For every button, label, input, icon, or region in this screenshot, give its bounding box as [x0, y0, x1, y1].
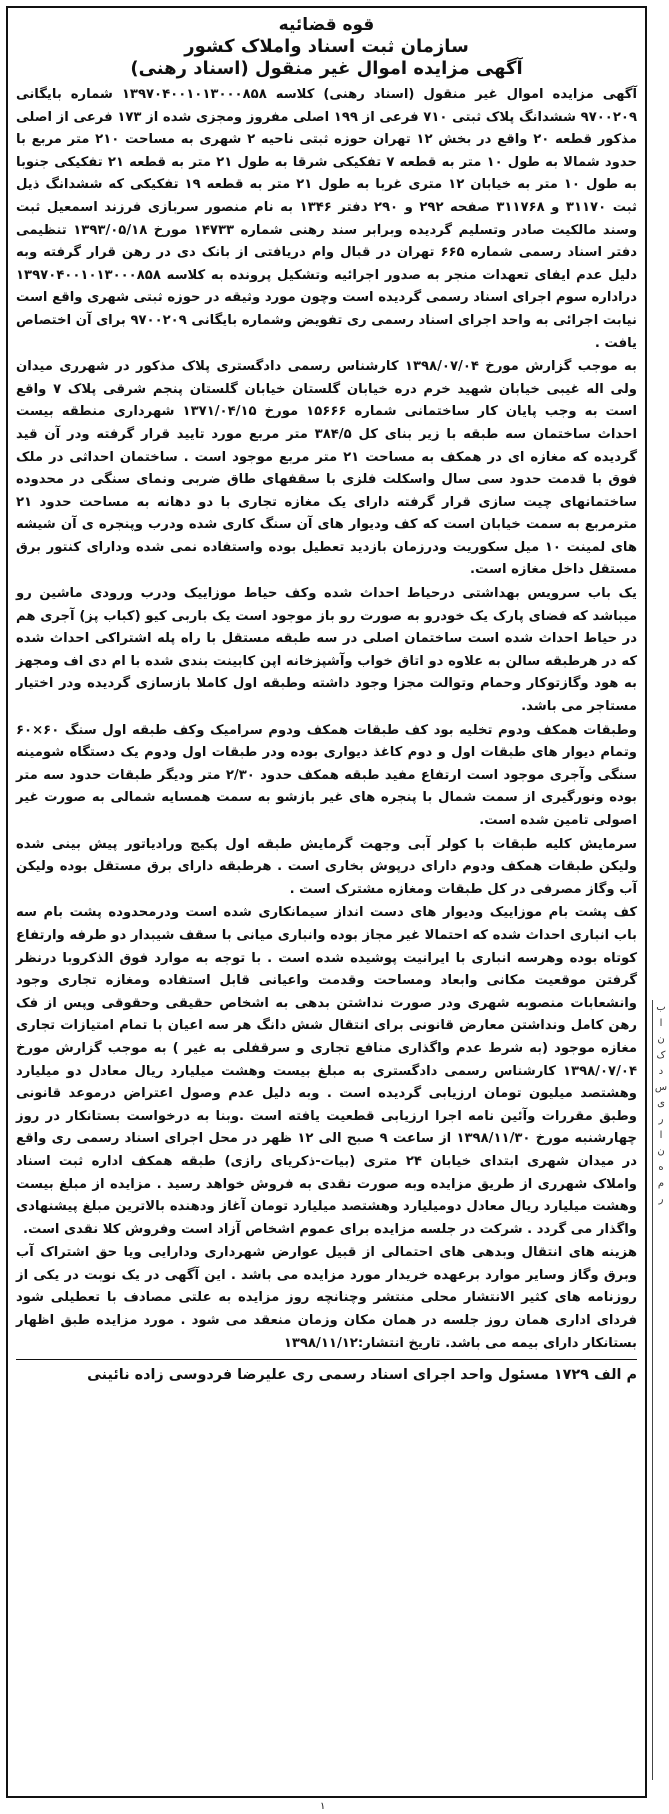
side-char: ن	[657, 1034, 665, 1045]
notice-title: آگهی مزایده اموال غیر منقول (اسناد رهنی)	[130, 58, 523, 79]
side-char: ر	[658, 1114, 664, 1125]
side-char: ک	[656, 1050, 666, 1061]
paragraph: هزینه های انتقال وبدهی های احتمالی از قبیل عوارض شهرداری ودارایی ویا حق اشتراک آب وبرق وگاز وسایر موارد برعهده خریدار مورد مزایده می باشد . این آگهی در یک نوبت در یکی از روزنامه های کثیر الانتشار محلی منتشر وچنانچه روز مزایده به علتی مصادف با تعطیلی شود فردای اداری همان روز جلسه در همان مکان وزمان منعقد می شود . مورد مزایده طبق اظهار بستانکار دارای بیمه می باشد. تاریخ انتشار:۱۳۹۸/۱۱/۱۲	[16, 1245, 637, 1351]
org-name: قوه قضائیه	[278, 15, 375, 35]
office-name: سازمان ثبت اسناد واملاک کشور	[184, 36, 469, 57]
side-char: م	[657, 1178, 665, 1189]
signature-line: م الف ۱۷۲۹ مسئول واحد اجرای اسناد رسمی ری علیرضا فردوسی زاده نائینی	[16, 1359, 637, 1388]
side-char: ا	[659, 1018, 663, 1029]
side-char: ب	[656, 1002, 666, 1013]
paragraph: آگهی مزایده اموال غیر منقول (اسناد رهنی) کلاسه ۱۳۹۷۰۴۰۰۱۰۱۳۰۰۰۸۵۸ شماره بایگانی ۹۷۰۰۲۰۹ ششدانگ پلاک ثبتی ۷۱۰ فرعی از ۱۹۹ اصلی مفروز ومجزی شده از ۱۷۳ فرعی از اصلی مذکور قطعه ۲۰ واقع در بخش ۱۲ تهران حوزه ثبتی ناحیه ۲ شهری به مساحت ۲۱۰ متر مربع با حدود شمالا به طول ۱۰ متر به قطعه ۷ تفکیکی شرقا به طول ۲۱ متر به قطعه ۲۱ تفکیکی جنوبا به طول ۱۰ متر به خیابان ۱۲ متری غربا به طول ۲۱ متر به قطعه ۱۹ تفکیکی که ششدانگ ذیل ثبت ۳۱۱۷۰ و ۳۱۱۷۶۸ صفحه ۲۹۲ و ۲۹۰ دفتر ۱۳۴۶ به نام منصور سربازی فرزند اسمعیل ثبت وسند مالکیت صادر وتسلیم گردیده وبرابر سند رهنی شماره ۱۴۷۳۳ مورخ ۱۳۹۳/۰۵/۱۸ تنظیمی دفتر اسناد رسمی شماره ۶۶۵ تهران در قبال وام دریافتی از بانک دی در رهن قرار گرفته وبه دلیل عدم ایفای تعهدات منجر به صدور اجرائیه وتشکیل پرونده به کلاسه ۱۳۹۷۰۴۰۰۱۰۱۳۰۰۰۸۵۸ دراداره سوم اجرای اسناد رسمی گردیده است وچون مورد وثیقه در حوزه ثبتی شهری واقع است نیابت اجرائی به واحد اجرای اسناد رسمی ری تفویض وشماره بایگانی ۹۷۰۰۲۰۹ برای آن اختصاص یافت .	[16, 87, 638, 351]
page-number: ۱	[320, 1801, 326, 1812]
side-char: س	[654, 1082, 668, 1093]
paragraph: وطبقات همکف ودوم تخلیه بود کف طبقات همکف ودوم سرامیک وکف طبقه اول سنگ ۶۰×۶۰ وتمام دیوار های طبقات اول و دوم کاغذ دیواری بوده ودر طبقات اول ودوم یک دستگاه شومینه سنگی وآجری موجود است ارتفاع مفید طبقه همکف حدود ۲/۳۰ متر ودیگر طبقات حدود سه متر بوده ونورگیری از سمت شمال با پنجره های غیر بازشو به سمت همسایه شمالی به صورت غیر اصولی تامین شده است.	[16, 722, 637, 828]
side-char: د	[658, 1066, 664, 1077]
adjacent-column-edge	[652, 1000, 669, 1780]
side-char: ا	[659, 1130, 663, 1141]
paragraph: کف پشت بام موزاییک ودیوار های دست انداز سیمانکاری شده است ودرمحدوده پشت بام سه باب انباری احداث شده که احتمالا غیر مجاز بوده وانباری میانی با سقف شیبدار دو طرفه وارتفاع کوتاه بوده وهرسه انباری با ایرانیت پوشیده شده است . با توجه به موارد فوق الذکروبا درنظر گرفتن موقعیت مکانی وابعاد ومساحت وقدمت واعیانی قابل استفاده ومغازه تجاری وجود وانشعابات منصوبه شهری ودر صورت نداشتن بدهی به اشخاص حقیقی وحقوقی وپس از فک رهن کامل ونداشتن معارض قانونی برای انتقال شش دانگ هر سه اعیان با تمام امتیازات تجاری مغازه موجود (به شرط عدم واگذاری منافع تجاری و سرقفلی به غیر ) به موجب گزارش مورخ ۱۳۹۸/۰۷/۰۴ کارشناس رسمی دادگستری به مبلغ بیست وهشت میلیارد ریال معادل دو میلیارد وهشتصد میلیون تومان ارزیابی گردیده است . وبه دلیل عدم وصول اعتراض درموعد قانونی وطبق مقررات وآئین نامه اجرا ارزیابی قطعیت یافته است .وبنا به درخواست بستانکار در روز چهارشنبه مورخ ۱۳۹۸/۱۱/۳۰ از ساعت ۹ صبح الی ۱۲ ظهر در محل اجرای اسناد رسمی ری واقع در میدان شهری ابتدای خیابان ۲۴ متری (بیات-ذکریای رازی) طبقه همکف اداره ثبت اسناد واملاک شهرری از طریق مزایده وبه صورت نقدی به فروش خواهد رسید . مزایده از مبلغ بیست وهشت میلیارد ریال معادل دومیلیارد وهشتصد میلیارد تومان آغاز ودهنده بالاترین مبلغ پیشنهادی واگذار می گردد . شرکت در جلسه مزایده برای عموم اشخاص آزاد است وفروش کلا نقدی است.	[16, 905, 637, 1237]
notice-header	[16, 14, 637, 80]
side-char: ه	[658, 1162, 664, 1173]
notice-frame	[6, 6, 647, 1798]
side-char: ن	[657, 1146, 665, 1157]
paragraph: یک باب سرویس بهداشتی درحیاط احداث شده وکف حیاط موزاییک ودرب ورودی ماشین رو میباشد که فضای پارک یک خودرو به صورت رو باز موجود است یک باربی کیو (کباب پز) آجری هم در حیاط احداث شده است ساختمان اصلی در سه طبقه مستقل با راه پله اشتراکی احداث شده که در هرطبقه سالن به علاوه دو اتاق خواب وآشپزخانه اپن کابینت بندی شده با ام دی اف ومجهز به هود وگازتوکار وحمام وتوالت مجزا وجود داشته وطبقه اول کاملا بازسازی گردیده ودر اختیار مستاجر می باشد.	[16, 586, 637, 715]
paragraph: سرمایش کلیه طبقات با کولر آبی وجهت گرمایش طبقه اول پکیج ورادیاتور پیش بینی شده ولیکن طبقات همکف ودوم دارای درپوش بخاری است . هرطبقه دارای برق مستقل بوده ولیکن آب وگاز مصرفی در کل طبقات ومغازه مشترک است .	[16, 836, 637, 897]
side-char: ر	[658, 1194, 664, 1205]
notice-body	[16, 84, 637, 1355]
side-char: ی	[657, 1098, 665, 1109]
paragraph: به موجب گزارش مورخ ۱۳۹۸/۰۷/۰۴ کارشناس رسمی دادگستری پلاک مذکور در شهرری میدان ولی اله غیبی خیابان شهید خرم دره خیابان گلستان خیابان گلستان پنجم شرقی پلاک ۷ واقع است به وجب پایان کار ساختمانی شماره ۱۵۶۶۶ مورخ ۱۳۷۱/۰۴/۱۵ شهرداری منطقه بیست احداث ساختمان سه طبقه با زیر بنای کل ۳۸۴/۵ متر مربع مورد تایید قرار گرفته ودر آن قید گردیده که مغازه ای در همکف به مساحت ۲۱ متر مربع موجود است . ساختمان احداثی در ملک فوق با قدمت حدود سی سال واسکلت فلزی با سقفهای طاق ضربی ونمای سنگی در محدوده ساختمانهای چیت سازی قرار گرفته دارای یک مغازه تجاری با دو دهانه به مساحت حدود ۲۱ مترمربع به سمت خیابان است که کف ودیوار های آن سنگ کاری شده ودرب وپنجره ی آن شیشه های لمینت ۱۰ میل سکوریت ودرزمان بازدید تعطیل بوده واستفاده نمی شده ودارای کنتور برق مستقل داخل مغازه است.	[16, 359, 638, 578]
